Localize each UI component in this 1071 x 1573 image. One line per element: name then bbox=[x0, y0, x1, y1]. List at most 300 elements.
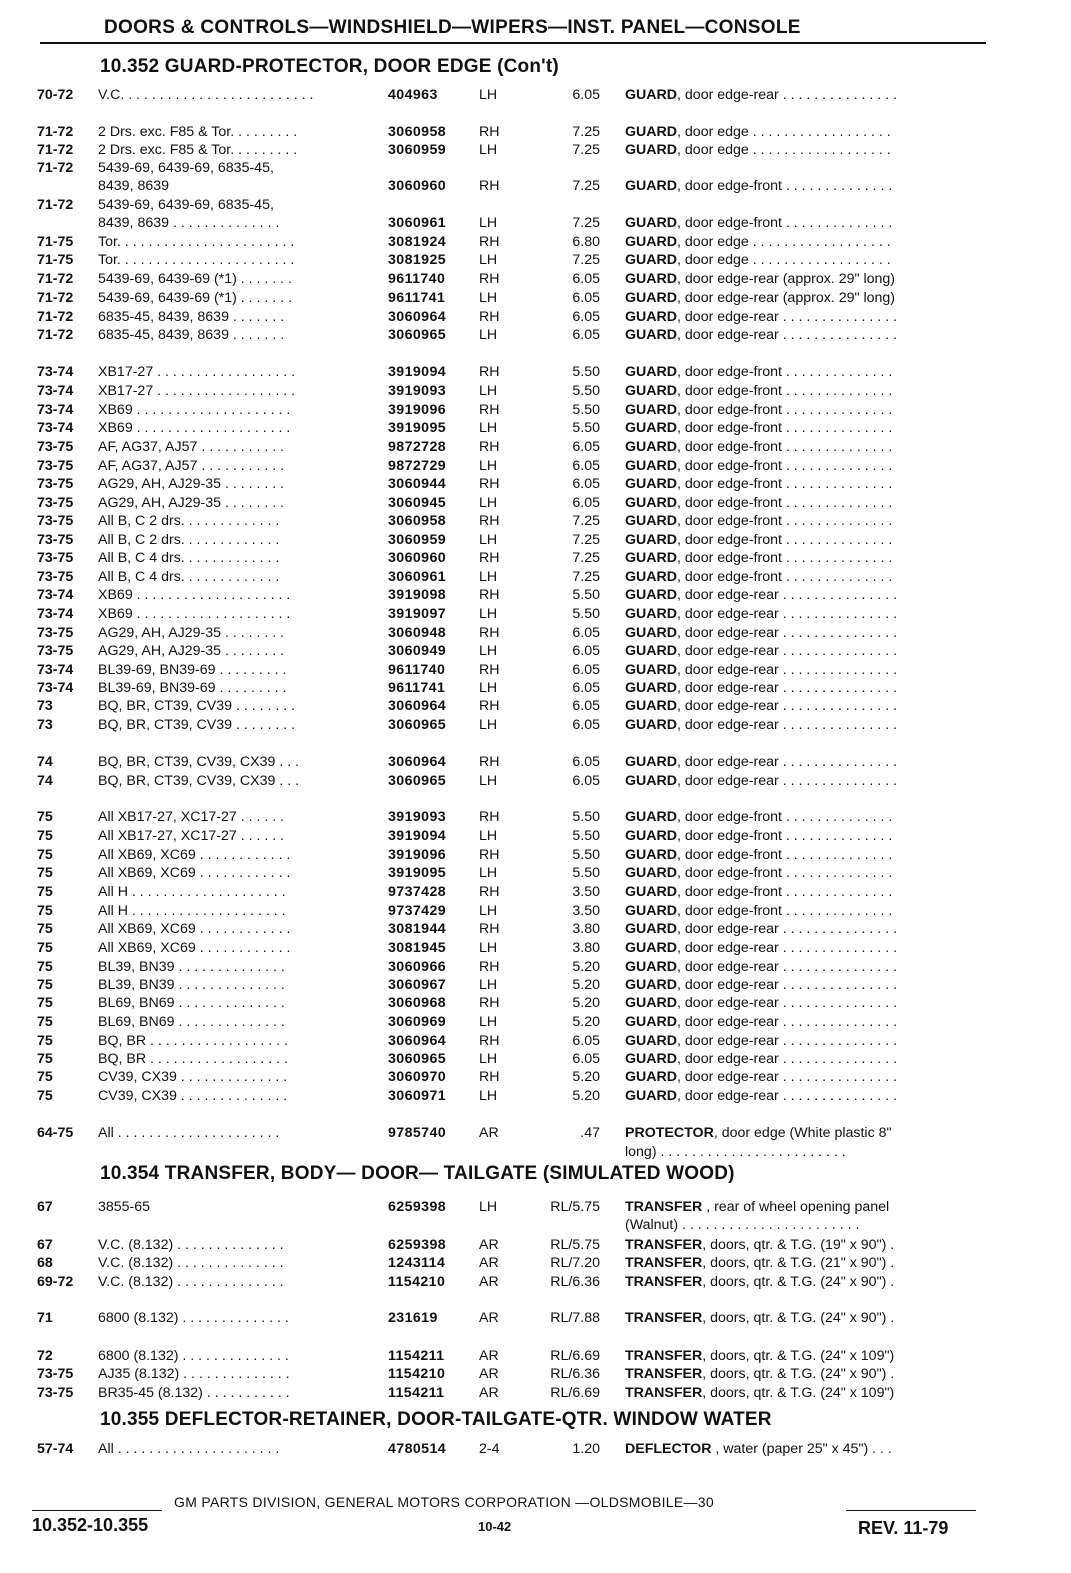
row-description bbox=[625, 753, 987, 771]
parts-row bbox=[0, 624, 1071, 642]
row-year: 73-75 bbox=[37, 1385, 74, 1401]
row-part-name: GUARD bbox=[625, 865, 678, 881]
row-description bbox=[625, 1068, 987, 1086]
row-description bbox=[625, 1124, 987, 1142]
row-part-name: GUARD bbox=[625, 458, 678, 474]
row-quantity: AR bbox=[479, 1125, 499, 1141]
row-part-name: GUARD bbox=[625, 606, 678, 622]
row-price: 7.25 bbox=[572, 215, 600, 231]
row-part-name: GUARD bbox=[625, 662, 678, 678]
row-part-number: 3060965 bbox=[388, 1051, 447, 1067]
row-application: BL39, BN39 . . . . . . . . . . . . . . bbox=[98, 977, 285, 993]
row-description-text: , door edge-rear . . . . . . . . . . . . . . . bbox=[677, 587, 898, 603]
row-quantity: LH bbox=[479, 1051, 498, 1067]
row-part-number: 3060964 bbox=[388, 754, 447, 770]
row-description bbox=[625, 86, 987, 104]
row-year: 71-72 bbox=[37, 142, 74, 158]
row-price: 5.50 bbox=[572, 420, 600, 436]
row-description-text: , door edge-rear . . . . . . . . . . . . . . . bbox=[677, 1088, 898, 1104]
section-heading: 10.352 GUARD-PROTECTOR, DOOR EDGE (Con't) bbox=[100, 56, 559, 77]
row-description bbox=[625, 1087, 987, 1105]
row-quantity: RH bbox=[479, 809, 500, 825]
row-year: 74 bbox=[37, 754, 53, 770]
parts-row bbox=[0, 772, 1071, 790]
row-year: 75 bbox=[37, 921, 53, 937]
row-application: AF, AG37, AJ57 . . . . . . . . . . . bbox=[98, 458, 285, 474]
row-year: 73 bbox=[37, 717, 53, 733]
footer-rule-left bbox=[32, 1510, 162, 1511]
row-price: 5.50 bbox=[572, 828, 600, 844]
row-application: All XB69, XC69 . . . . . . . . . . . . bbox=[98, 865, 291, 881]
row-application: Tor. . . . . . . . . . . . . . . . . . . . . . . bbox=[98, 252, 295, 268]
row-price: RL/6.69 bbox=[550, 1385, 600, 1401]
row-application: BQ, BR . . . . . . . . . . . . . . . . . . bbox=[98, 1033, 288, 1049]
row-price: RL/5.75 bbox=[550, 1237, 600, 1253]
row-quantity: LH bbox=[479, 383, 498, 399]
row-application: AG29, AH, AJ29-35 . . . . . . . . bbox=[98, 476, 285, 492]
parts-row bbox=[0, 214, 1071, 232]
footer-revision: REV. 11-79 bbox=[858, 1518, 949, 1538]
parts-row bbox=[0, 457, 1071, 475]
row-description-text: , door edge-rear . . . . . . . . . . . . . . . bbox=[677, 940, 898, 956]
row-part-name: GUARD bbox=[625, 643, 678, 659]
row-price: 5.50 bbox=[572, 865, 600, 881]
parts-row bbox=[0, 363, 1071, 381]
row-application: BL39, BN39 . . . . . . . . . . . . . . bbox=[98, 959, 285, 975]
row-quantity: RH bbox=[479, 309, 500, 325]
row-application: CV39, CX39 . . . . . . . . . . . . . . bbox=[98, 1069, 288, 1085]
row-part-name: GUARD bbox=[625, 940, 678, 956]
row-description bbox=[625, 1216, 987, 1234]
parts-row bbox=[0, 1254, 1071, 1272]
row-description-text: , door edge-front . . . . . . . . . . . . . . bbox=[677, 420, 893, 436]
row-description bbox=[625, 475, 987, 493]
row-quantity: RH bbox=[479, 847, 500, 863]
row-price: 7.25 bbox=[572, 569, 600, 585]
row-part-number: 231619 bbox=[388, 1310, 438, 1326]
row-description bbox=[625, 1143, 987, 1161]
row-price: 5.20 bbox=[572, 1088, 600, 1104]
row-part-number: 9737429 bbox=[388, 903, 447, 919]
footer-group-range: 10.352-10.355 bbox=[32, 1515, 149, 1535]
parts-row bbox=[0, 512, 1071, 530]
row-description-text: , door edge-rear . . . . . . . . . . . . . . . bbox=[677, 606, 898, 622]
row-application: All B, C 2 drs. . . . . . . . . . . . . bbox=[98, 532, 280, 548]
row-description-text: , door edge-front . . . . . . . . . . . . . . bbox=[677, 865, 893, 881]
row-description-text: , door edge . . . . . . . . . . . . . . . . . . bbox=[677, 142, 891, 158]
row-price: 3.80 bbox=[572, 940, 600, 956]
row-part-name: GUARD bbox=[625, 1033, 678, 1049]
row-application: BL39-69, BN39-69 . . . . . . . . . bbox=[98, 662, 287, 678]
row-part-name: GUARD bbox=[625, 290, 678, 306]
parts-row bbox=[0, 251, 1071, 269]
row-year: 75 bbox=[37, 865, 53, 881]
row-price: RL/7.20 bbox=[550, 1255, 600, 1271]
row-part-number: 9611741 bbox=[388, 290, 446, 306]
row-year: 73-75 bbox=[37, 550, 74, 566]
row-price: 3.50 bbox=[572, 884, 600, 900]
row-application: 5439-69, 6439-69 (*1) . . . . . . . bbox=[98, 271, 293, 287]
row-quantity: LH bbox=[479, 773, 498, 789]
row-description-text: , door edge-rear . . . . . . . . . . . . . . . bbox=[677, 1051, 898, 1067]
row-description-text: , door edge-front . . . . . . . . . . . . . . bbox=[677, 569, 893, 585]
row-part-number: 3081925 bbox=[388, 252, 447, 268]
row-part-name: GUARD bbox=[625, 309, 678, 325]
row-application: All . . . . . . . . . . . . . . . . . . . . . bbox=[98, 1441, 280, 1457]
row-part-name: GUARD bbox=[625, 698, 678, 714]
row-part-name: GUARD bbox=[625, 383, 678, 399]
row-application: 8439, 8639 . . . . . . . . . . . . . . bbox=[98, 215, 280, 231]
row-description-text: , doors, qtr. & T.G. (24" x 109") bbox=[702, 1385, 895, 1401]
row-part-name: GUARD bbox=[625, 809, 678, 825]
row-part-number: 3919095 bbox=[388, 420, 447, 436]
row-description-text: , door edge-rear . . . . . . . . . . . . . . . bbox=[677, 1033, 898, 1049]
parts-row bbox=[0, 679, 1071, 697]
row-description bbox=[625, 958, 987, 976]
row-application: AG29, AH, AJ29-35 . . . . . . . . bbox=[98, 643, 285, 659]
row-year: 71-72 bbox=[37, 309, 74, 325]
row-price: 7.25 bbox=[572, 513, 600, 529]
parts-row bbox=[0, 270, 1071, 288]
row-part-number: 6259398 bbox=[388, 1199, 447, 1215]
parts-row bbox=[0, 289, 1071, 307]
parts-row bbox=[0, 308, 1071, 326]
row-description bbox=[625, 177, 987, 195]
row-quantity: LH bbox=[479, 940, 498, 956]
row-application: All H . . . . . . . . . . . . . . . . . . . . bbox=[98, 884, 286, 900]
row-part-number: 3060965 bbox=[388, 773, 447, 789]
row-description bbox=[625, 438, 987, 456]
row-part-name: GUARD bbox=[625, 532, 678, 548]
parts-row bbox=[0, 1236, 1071, 1254]
row-description bbox=[625, 419, 987, 437]
row-description-text: , door edge-front . . . . . . . . . . . . . . bbox=[677, 178, 893, 194]
row-price: 6.05 bbox=[572, 717, 600, 733]
row-application: V.C. (8.132) . . . . . . . . . . . . . . bbox=[98, 1255, 284, 1271]
row-application: 6800 (8.132) . . . . . . . . . . . . . . bbox=[98, 1310, 289, 1326]
row-price: 6.05 bbox=[572, 271, 600, 287]
row-year: 72 bbox=[37, 1348, 53, 1364]
row-application: AG29, AH, AJ29-35 . . . . . . . . bbox=[98, 625, 285, 641]
row-part-name: GUARD bbox=[625, 754, 678, 770]
row-year: 71-72 bbox=[37, 327, 74, 343]
row-year: 75 bbox=[37, 1069, 53, 1085]
row-price: 6.05 bbox=[572, 439, 600, 455]
row-price: 5.20 bbox=[572, 1014, 600, 1030]
row-part-name: GUARD bbox=[625, 402, 678, 418]
row-description-text: , doors, qtr. & T.G. (19" x 90") . bbox=[702, 1237, 895, 1253]
row-description-text: , door edge-rear . . . . . . . . . . . . . . . bbox=[677, 327, 898, 343]
row-description bbox=[625, 270, 987, 288]
row-year: 75 bbox=[37, 809, 53, 825]
row-part-number: 3060967 bbox=[388, 977, 447, 993]
row-part-name: GUARD bbox=[625, 87, 678, 103]
row-part-number: 3919096 bbox=[388, 402, 447, 418]
parts-row bbox=[0, 326, 1071, 344]
row-quantity: RH bbox=[479, 1069, 500, 1085]
parts-row bbox=[0, 1309, 1071, 1327]
row-part-number: 9611740 bbox=[388, 662, 446, 678]
row-part-name: GUARD bbox=[625, 142, 678, 158]
row-price: 5.50 bbox=[572, 364, 600, 380]
row-year: 75 bbox=[37, 847, 53, 863]
row-year: 73-75 bbox=[37, 439, 74, 455]
row-part-name: GUARD bbox=[625, 884, 678, 900]
row-part-name: TRANSFER bbox=[625, 1274, 703, 1290]
row-part-number: 9611741 bbox=[388, 680, 446, 696]
row-description-text: , door edge-front . . . . . . . . . . . . . . bbox=[677, 847, 893, 863]
row-part-name: GUARD bbox=[625, 234, 678, 250]
row-part-number: 3060949 bbox=[388, 643, 447, 659]
row-application: AF, AG37, AJ57 . . . . . . . . . . . bbox=[98, 439, 285, 455]
row-application: 5439-69, 6439-69, 6835-45, bbox=[98, 197, 274, 213]
row-price: 5.20 bbox=[572, 1069, 600, 1085]
row-price: 6.05 bbox=[572, 327, 600, 343]
row-year: 71-72 bbox=[37, 271, 74, 287]
row-application: XB17-27 . . . . . . . . . . . . . . . . . . bbox=[98, 364, 296, 380]
parts-row bbox=[0, 1440, 1071, 1458]
footer-division-text: GM PARTS DIVISION, GENERAL MOTORS CORPORATION —OLDSMOBILE—30 bbox=[174, 1494, 714, 1510]
row-year: 73-75 bbox=[37, 513, 74, 529]
row-description bbox=[625, 457, 987, 475]
row-description-text: , door edge-front . . . . . . . . . . . . . . bbox=[677, 903, 893, 919]
row-year: 73-74 bbox=[37, 364, 74, 380]
row-quantity: AR bbox=[479, 1366, 499, 1382]
row-year: 73-74 bbox=[37, 606, 74, 622]
row-price: 6.05 bbox=[572, 1033, 600, 1049]
row-part-name: GUARD bbox=[625, 420, 678, 436]
section-heading: 10.354 TRANSFER, BODY— DOOR— TAILGATE (SIMULATED WOOD) bbox=[100, 1163, 735, 1184]
row-part-number: 1154211 bbox=[388, 1348, 445, 1364]
row-price: 6.05 bbox=[572, 773, 600, 789]
row-part-number: 3060965 bbox=[388, 327, 447, 343]
footer-rule-right bbox=[846, 1510, 976, 1511]
row-quantity: RH bbox=[479, 476, 500, 492]
row-part-name: TRANSFER bbox=[625, 1385, 703, 1401]
row-application: XB69 . . . . . . . . . . . . . . . . . . . . bbox=[98, 420, 291, 436]
row-part-name: GUARD bbox=[625, 995, 678, 1011]
row-price: 6.05 bbox=[572, 290, 600, 306]
row-application: BQ, BR . . . . . . . . . . . . . . . . . . bbox=[98, 1051, 288, 1067]
row-part-name: GUARD bbox=[625, 1069, 678, 1085]
row-description bbox=[625, 1013, 987, 1031]
row-description-text: , rear of wheel opening panel bbox=[702, 1199, 890, 1215]
parts-row bbox=[0, 827, 1071, 845]
row-description-text: , doors, qtr. & T.G. (21" x 90") . bbox=[702, 1255, 895, 1271]
row-quantity: RH bbox=[479, 698, 500, 714]
row-quantity: LH bbox=[479, 327, 498, 343]
row-year: 75 bbox=[37, 903, 53, 919]
row-description bbox=[625, 642, 987, 660]
row-year: 73-75 bbox=[37, 458, 74, 474]
row-description bbox=[625, 214, 987, 232]
row-price: 7.25 bbox=[572, 142, 600, 158]
row-price: RL/6.36 bbox=[550, 1366, 600, 1382]
row-description-text: , door edge-rear . . . . . . . . . . . . . . . bbox=[677, 698, 898, 714]
row-description-text: , door edge-rear (approx. 29" long) bbox=[677, 290, 896, 306]
row-price: 6.05 bbox=[572, 1051, 600, 1067]
row-application: All H . . . . . . . . . . . . . . . . . . . . bbox=[98, 903, 286, 919]
row-part-number: 3060969 bbox=[388, 1014, 447, 1030]
row-year: 73-74 bbox=[37, 383, 74, 399]
parts-row bbox=[0, 141, 1071, 159]
row-price: RL/6.36 bbox=[550, 1274, 600, 1290]
row-part-number: 9785740 bbox=[388, 1125, 447, 1141]
parts-row bbox=[0, 475, 1071, 493]
row-part-number: 3081924 bbox=[388, 234, 447, 250]
parts-row bbox=[0, 1143, 1071, 1161]
row-application: BL69, BN69 . . . . . . . . . . . . . . bbox=[98, 995, 285, 1011]
parts-row bbox=[0, 920, 1071, 938]
row-part-number: 3919097 bbox=[388, 606, 447, 622]
row-part-number: 3919096 bbox=[388, 847, 447, 863]
row-year: 73-75 bbox=[37, 1366, 74, 1382]
row-description bbox=[625, 883, 987, 901]
row-year: 57-74 bbox=[37, 1441, 74, 1457]
row-description-text: , door edge-front . . . . . . . . . . . . . . bbox=[677, 495, 893, 511]
row-application: BL39-69, BN39-69 . . . . . . . . . bbox=[98, 680, 287, 696]
parts-row bbox=[0, 1198, 1071, 1216]
row-quantity: RH bbox=[479, 402, 500, 418]
row-application: 2 Drs. exc. F85 & Tor. . . . . . . . . bbox=[98, 124, 298, 140]
row-description bbox=[625, 401, 987, 419]
row-price: RL/5.75 bbox=[550, 1199, 600, 1215]
row-part-name: GUARD bbox=[625, 977, 678, 993]
row-year: 71-72 bbox=[37, 197, 74, 213]
row-part-name: GUARD bbox=[625, 178, 678, 194]
row-price: 5.50 bbox=[572, 809, 600, 825]
row-part-name: GUARD bbox=[625, 1088, 678, 1104]
row-application: All XB17-27, XC17-27 . . . . . . bbox=[98, 828, 285, 844]
row-quantity: RH bbox=[479, 234, 500, 250]
parts-row bbox=[0, 586, 1071, 604]
row-description-text: , door edge-rear (approx. 29" long) bbox=[677, 271, 896, 287]
row-part-number: 3919095 bbox=[388, 865, 447, 881]
row-description bbox=[625, 846, 987, 864]
row-price: 6.05 bbox=[572, 754, 600, 770]
parts-row bbox=[0, 697, 1071, 715]
row-quantity: LH bbox=[479, 290, 498, 306]
row-description-text: , door edge . . . . . . . . . . . . . . . . . . bbox=[677, 252, 891, 268]
row-description-text: , door edge-front . . . . . . . . . . . . . . bbox=[677, 383, 893, 399]
row-description-text: , water (paper 25" x 45") . . . bbox=[711, 1441, 892, 1457]
row-description bbox=[625, 679, 987, 697]
row-quantity: RH bbox=[479, 178, 500, 194]
row-description-text: , door edge-front . . . . . . . . . . . . . . bbox=[677, 809, 893, 825]
row-part-name: GUARD bbox=[625, 587, 678, 603]
row-year: 75 bbox=[37, 1088, 53, 1104]
row-year: 75 bbox=[37, 959, 53, 975]
row-part-name: TRANSFER bbox=[625, 1310, 703, 1326]
row-description-text: , door edge-rear . . . . . . . . . . . . . . . bbox=[677, 1069, 898, 1085]
row-description-text: , door edge-rear . . . . . . . . . . . . . . . bbox=[677, 309, 898, 325]
parts-row bbox=[0, 382, 1071, 400]
row-quantity: RH bbox=[479, 884, 500, 900]
row-part-number: 3060971 bbox=[388, 1088, 447, 1104]
row-price: 1.20 bbox=[572, 1441, 600, 1457]
row-application: AG29, AH, AJ29-35 . . . . . . . . bbox=[98, 495, 285, 511]
row-part-name: GUARD bbox=[625, 364, 678, 380]
parts-row bbox=[0, 1384, 1071, 1402]
row-quantity: LH bbox=[479, 680, 498, 696]
row-application: XB69 . . . . . . . . . . . . . . . . . . . . bbox=[98, 402, 291, 418]
row-price: RL/6.69 bbox=[550, 1348, 600, 1364]
row-description bbox=[625, 827, 987, 845]
row-price: 7.25 bbox=[572, 178, 600, 194]
row-application: All B, C 4 drs. . . . . . . . . . . . . bbox=[98, 569, 280, 585]
row-price: 6.05 bbox=[572, 625, 600, 641]
parts-row bbox=[0, 958, 1071, 976]
row-part-number: 9611740 bbox=[388, 271, 446, 287]
row-quantity: LH bbox=[479, 569, 498, 585]
row-description-text: , doors, qtr. & T.G. (24" x 90") . bbox=[702, 1310, 895, 1326]
row-quantity: LH bbox=[479, 977, 498, 993]
row-application: XB69 . . . . . . . . . . . . . . . . . . . . bbox=[98, 606, 291, 622]
row-application: All . . . . . . . . . . . . . . . . . . . . . bbox=[98, 1125, 280, 1141]
row-application: AJ35 (8.132) . . . . . . . . . . . . . . bbox=[98, 1366, 290, 1382]
row-application: BQ, BR, CT39, CV39 . . . . . . . . bbox=[98, 698, 296, 714]
row-description-text: , door edge-front . . . . . . . . . . . . . . bbox=[677, 884, 893, 900]
row-description-text: , door edge-rear . . . . . . . . . . . . . . . bbox=[677, 959, 898, 975]
row-year: 73-75 bbox=[37, 625, 74, 641]
row-year: 73-75 bbox=[37, 476, 74, 492]
row-price: 5.50 bbox=[572, 847, 600, 863]
row-description bbox=[625, 512, 987, 530]
row-description-text: (Walnut) . . . . . . . . . . . . . . . . . . . . . . . bbox=[625, 1217, 860, 1233]
row-quantity: AR bbox=[479, 1237, 499, 1253]
row-description bbox=[625, 976, 987, 994]
row-price: 3.50 bbox=[572, 903, 600, 919]
row-description-text: , door edge-rear . . . . . . . . . . . . . . . bbox=[677, 754, 898, 770]
row-year: 75 bbox=[37, 1033, 53, 1049]
row-quantity: LH bbox=[479, 458, 498, 474]
row-application: All XB17-27, XC17-27 . . . . . . bbox=[98, 809, 285, 825]
row-description-text: , door edge-front . . . . . . . . . . . . . . bbox=[677, 439, 893, 455]
row-price: 3.80 bbox=[572, 921, 600, 937]
row-part-name: GUARD bbox=[625, 439, 678, 455]
row-price: 5.50 bbox=[572, 606, 600, 622]
row-part-name: GUARD bbox=[625, 717, 678, 733]
row-description bbox=[625, 123, 987, 141]
row-year: 71 bbox=[37, 1310, 53, 1326]
row-application: BL69, BN69 . . . . . . . . . . . . . . bbox=[98, 1014, 285, 1030]
row-description bbox=[625, 363, 987, 381]
row-part-name: GUARD bbox=[625, 569, 678, 585]
row-price: 6.05 bbox=[572, 309, 600, 325]
row-part-name: TRANSFER bbox=[625, 1237, 703, 1253]
row-quantity: AR bbox=[479, 1385, 499, 1401]
row-application: BQ, BR, CT39, CV39, CX39 . . . bbox=[98, 754, 300, 770]
row-year: 75 bbox=[37, 977, 53, 993]
row-application: All XB69, XC69 . . . . . . . . . . . . bbox=[98, 940, 291, 956]
row-part-number: 3060964 bbox=[388, 698, 447, 714]
row-quantity: LH bbox=[479, 1199, 498, 1215]
parts-row bbox=[0, 1347, 1071, 1365]
row-part-number: 3919093 bbox=[388, 809, 447, 825]
parts-row bbox=[0, 846, 1071, 864]
row-year: 75 bbox=[37, 995, 53, 1011]
parts-row bbox=[0, 661, 1071, 679]
row-quantity: LH bbox=[479, 495, 498, 511]
row-price: .47 bbox=[580, 1125, 600, 1141]
parts-row bbox=[0, 568, 1071, 586]
row-price: 6.05 bbox=[572, 495, 600, 511]
row-price: 6.05 bbox=[572, 698, 600, 714]
row-part-number: 3919093 bbox=[388, 383, 447, 399]
row-part-name: GUARD bbox=[625, 271, 678, 287]
parts-row bbox=[0, 438, 1071, 456]
row-description bbox=[625, 920, 987, 938]
